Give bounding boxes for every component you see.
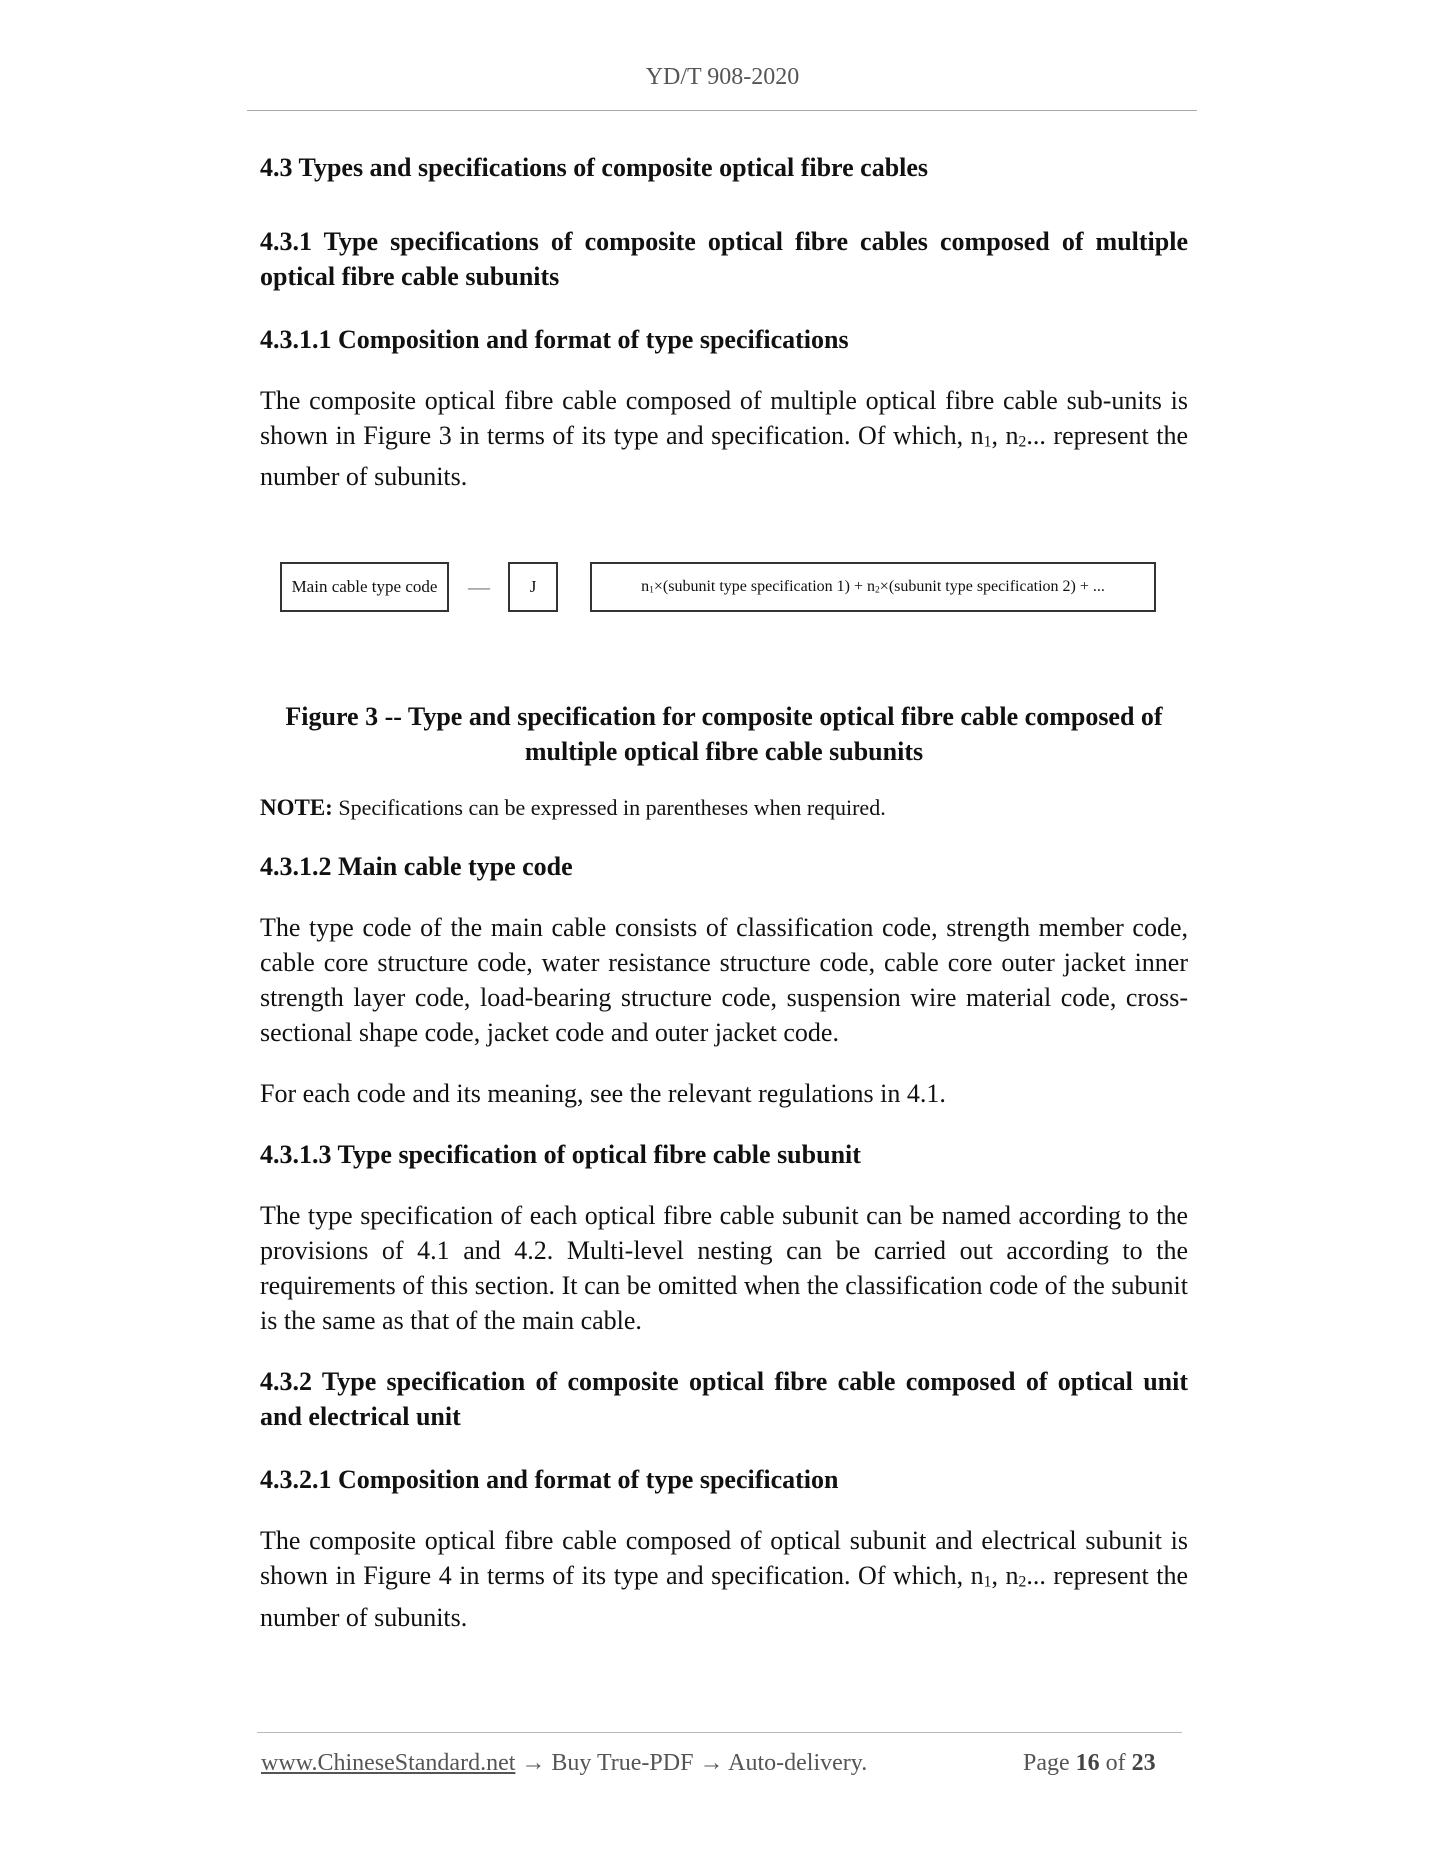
arrow-right-icon: → bbox=[693, 1750, 729, 1776]
arrow-right-icon: → bbox=[515, 1750, 552, 1776]
main-cable-type-code-box: Main cable type code bbox=[280, 562, 449, 612]
dash-separator: — bbox=[468, 574, 490, 600]
paragraph-4-3-1-1: The composite optical fibre cable composed of multiple optical fibre cable sub-units is shown in Figure 3 in terms of its type and specification. Of which, $n_1$, $n_2$... represent the number of subunits. bbox=[260, 386, 1189, 492]
section-title-4-3-2-1: 4.3.2.1 Composition and format of type specification bbox=[260, 1465, 839, 1495]
paragraph-4-3-1-3: The type specification of each optical fibre cable subunit can be named according to the provisions of 4.1 and 4.2. Multi-level nesting can be carried out according to the requirements of this section. It can be omitted when the classification code of the subunit is the same as that of the main cable. bbox=[260, 1201, 1188, 1336]
subunit-formula: $n_1\times(subunit$ type specification $1) + n_2\times(subunit$ type specification 2) + ... bbox=[641, 578, 1105, 596]
section-title-4-3-1-3: 4.3.1.3 Type specification of optical fibre cable subunit bbox=[260, 1140, 861, 1170]
section-title-4-3-1-2: 4.3.1.2 Main cable type code bbox=[260, 852, 573, 882]
footer-divider bbox=[257, 1732, 1182, 1733]
document-id-header: YD/T 908-2020 bbox=[645, 64, 800, 90]
paragraph-4-3-1-2-b: For each code and its meaning, see the relevant regulations in 4.1. bbox=[260, 1079, 946, 1109]
auto-delivery-text: Auto-delivery. bbox=[728, 1750, 868, 1776]
paragraph-4-3-2-1: The composite optical fibre cable composed of optical subunit and electrical subunit is shown in Figure 4 in terms of its type and specification. Of which, $n_1$, $n_2$... represent the number of subunits. bbox=[260, 1526, 1189, 1632]
section-title-4-3-1: 4.3.1 Type specifications of composite optical fibre cables composed of multiple optical fibre cable subunits bbox=[260, 227, 1188, 291]
paragraph-4-3-1-2-a: The type code of the main cable consists of classification code, strength member code, cable core structure code, water resistance structure code, cable core outer jacket inner strength layer code, load-bearing structure code, suspension wire material code, cross-sectional shape code, jacket code and outer jacket code. bbox=[260, 913, 1188, 1048]
figure-3-diagram bbox=[260, 544, 1188, 659]
section-title-4-3-1-1: 4.3.1.1 Composition and format of type specifications bbox=[260, 325, 849, 354]
note: NOTE: Specifications can be expressed in parentheses when required. bbox=[260, 795, 886, 821]
buy-true-pdf-text: Buy True-PDF bbox=[551, 1750, 694, 1776]
chinesestandard-link[interactable]: www.ChineseStandard.net bbox=[261, 1750, 516, 1776]
section-title-4-3-2: 4.3.2 Type specification of composite optical fibre cable composed of optical unit and electrical unit bbox=[260, 1367, 1188, 1432]
figure-3-caption: Figure 3 -- Type and specification for composite optical fibre cable composed of multiple optical fibre cable subunits bbox=[285, 702, 1163, 767]
footer-links bbox=[261, 1750, 867, 1777]
page-content bbox=[260, 150, 1188, 1661]
current-page: 16 bbox=[1075, 1750, 1100, 1776]
total-pages: 23 bbox=[1131, 1750, 1156, 1776]
j-code-box: J bbox=[508, 562, 558, 612]
page-number: Page 16 of 23 bbox=[1023, 1750, 1156, 1776]
header-divider bbox=[247, 110, 1197, 111]
subunit-specification-box bbox=[590, 562, 1156, 612]
section-title-4-3: 4.3 Types and specifications of composite optical fibre cables bbox=[260, 153, 929, 182]
